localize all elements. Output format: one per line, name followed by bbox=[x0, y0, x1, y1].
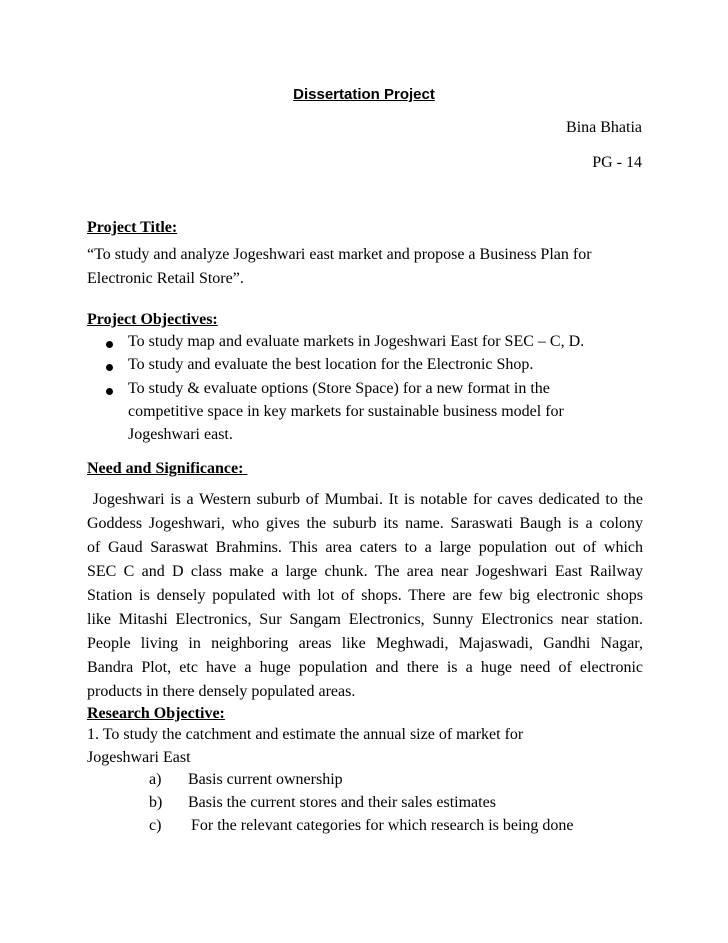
need-paragraph-line: Bandra Plot, etc have a huge population and there is a huge need of electronic bbox=[87, 659, 643, 676]
bullet-icon bbox=[106, 364, 113, 371]
need-heading: Need and Significance: bbox=[87, 460, 248, 477]
author-code: PG - 14 bbox=[592, 154, 642, 171]
project-title-heading: Project Title: bbox=[87, 219, 178, 236]
objective-item: To study & evaluate options (Store Space) for a new format in the bbox=[128, 380, 550, 397]
sub-item-text: Basis current ownership bbox=[188, 771, 343, 788]
project-title-line: Electronic Retail Store”. bbox=[87, 270, 244, 287]
need-paragraph-line: Station is densely populated with lot of shops. There are few big electronic shops bbox=[87, 587, 643, 604]
bullet-icon bbox=[106, 341, 113, 348]
need-paragraph-line: SEC C and D class make a large chunk. The area near Jogeshwari East Railway bbox=[87, 563, 643, 580]
sub-item-marker: c) bbox=[149, 817, 162, 834]
objective-item: To study and evaluate the best location for the Electronic Shop. bbox=[128, 356, 534, 373]
need-paragraph-line: like Mitashi Electronics, Sur Sangam Electronics, Sunny Electronics near station. bbox=[87, 611, 643, 628]
research-heading: Research Objective: bbox=[87, 705, 225, 722]
research-line: 1. To study the catchment and estimate the annual size of market for bbox=[87, 726, 524, 743]
sub-item-text: Basis the current stores and their sales estimates bbox=[188, 794, 496, 811]
need-paragraph-line: People living in neighboring areas like Meghwadi, Majaswadi, Gandhi Nagar, bbox=[87, 635, 643, 652]
objective-item-continued: Jogeshwari east. bbox=[128, 426, 233, 443]
sub-item-marker: a) bbox=[149, 771, 162, 788]
need-paragraph-line: Goddess Jogeshwari, who gives the suburb its name. Saraswati Baugh is a colony bbox=[87, 515, 643, 532]
need-paragraph-line: Jogeshwari is a Western suburb of Mumbai. It is notable for caves dedicated to the bbox=[87, 491, 643, 508]
project-title-line: “To study and analyze Jogeshwari east market and propose a Business Plan for bbox=[87, 246, 592, 263]
objectives-heading: Project Objectives: bbox=[87, 311, 218, 328]
bullet-icon bbox=[106, 388, 113, 395]
need-paragraph-line: products in there densely populated areas. bbox=[87, 683, 356, 700]
document-title: Dissertation Project bbox=[293, 86, 435, 103]
need-paragraph-line: of Gaud Saraswat Brahmins. This area caters to a large population out of which bbox=[87, 539, 643, 556]
research-line: Jogeshwari East bbox=[87, 749, 191, 766]
objective-item: To study map and evaluate markets in Jogeshwari East for SEC – C, D. bbox=[128, 333, 585, 350]
objective-item-continued: competitive space in key markets for sustainable business model for bbox=[128, 403, 564, 420]
sub-item-text: For the relevant categories for which research is being done bbox=[191, 817, 574, 834]
sub-item-marker: b) bbox=[149, 794, 163, 811]
author-name: Bina Bhatia bbox=[566, 119, 642, 136]
